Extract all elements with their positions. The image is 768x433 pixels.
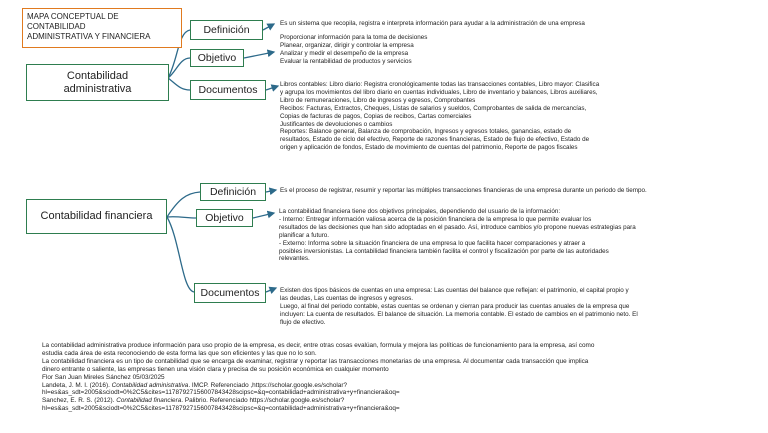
admin-definicion-label: Definición (203, 24, 250, 36)
connector-fin-obj-text (253, 213, 274, 218)
admin-objetivo-item: Analizar y medir el desempeño de la empresa (280, 49, 409, 57)
fin-definicion-label: Definición (209, 186, 257, 198)
admin-documentos-label: Documentos (198, 84, 258, 96)
footer-notes (42, 342, 757, 413)
footer-author: Flor San Juan Mireles Sánchez 05/03/2025 (42, 373, 165, 381)
reference-1-author: Landeta, J. M. I. (2016). (42, 381, 112, 389)
connector-admin-obj-text (244, 52, 274, 58)
connector-fin-objetivo (167, 217, 196, 218)
connector-admin-documentos (168, 78, 190, 90)
map-title (22, 8, 182, 48)
fin-documentos-text: Existen dos tipos básicos de cuentas en una empresa: Las cuentas del balance que reflejan: el patrimonio, el capital propio y las deudas, Las cuentas de ingresos y egresos. Luego, al final del periodo contable, estas cuentas se ordenan y cierran para producir las cuentas anuales de la empresa que incluyen: La cuenta de resultados. El balance de situación. La memoria contable. El estado de cambios en el patrimonio neto. El flujo de efectivo. (280, 287, 638, 326)
admin-objetivo-label: Objetivo (197, 52, 237, 64)
connector-admin-def-text (263, 24, 274, 30)
fin-objetivo-node (196, 209, 253, 227)
admin-objetivo-list (280, 34, 427, 66)
admin-objetivo-item: Evaluar la rentabilidad de productos y servicios (280, 57, 412, 65)
fin-main-label: Contabilidad financiera (40, 210, 153, 222)
connector-fin-def-text (266, 190, 276, 192)
connector-fin-documentos (167, 217, 194, 292)
reference-2-title: Contabilidad financiera (116, 397, 182, 405)
footer-paragraph-admin: La contabilidad administrativa produce información para uso propio de la empresa, es decir, entre otras cosas evalúan, formula y mejora las políticas de funcionamiento para la empresa, así como estudia cada área de esta reconociendo de esta forma las que son eficientes y las que no lo son. (42, 342, 595, 357)
footer-paragraph-fin: La contabilidad financiera es un tipo de contabilidad que se encarga de examinar, registrar y reportar las transacciones monetarias de una empresa. Al documentar cada transacción que implica dinero entrante o saliente, las empresas tienen una visión clara y precisa de su posición económica en cualquier momento (42, 357, 589, 373)
reference-2-source: . Palibrio. Referenciado https://scholar.google.es/scholar? hl=es&as_sdt=2005&sciodt=0%2C5&cites=11787927156007843428scipsc=&q=contabilidad+administrativa+y+financiera&oq= (42, 397, 400, 413)
reference-1-source: . IMCP. Referenciado ,https://scholar.google.es/scholar? hl=es&as_sdt=2005&sciodt=0%2C5&cites=11787927156007843428scipsc=&q=contabilidad+administrativa+y+financiera&oq= (42, 381, 400, 397)
admin-documentos-text: Libros contables: Libro diario: Registra cronológicamente todas las transacciones contables, Libro mayor: Clasifica y agrupa los movimientos del libro diario en cuentas individuales, Libro de inventario y balances, Libros auxiliares, Libro de remuneraciones, Libro de ingresos y egresos, Comprobantes Recibos: Facturas, Extractos, Cheques, Listas de salarios y sueldos, Comprobantes de salida de mercancías, Copias de facturas de pagos, Copias de recibos, Cartas comerciales Justificantes de devoluciones o cambios Reportes: Balance general, Balanza de comprobación, Ingresos y egresos totales, ganancias, estado de resultados, Estado de ciclo del efectivo, Reporte de razones financieras, Estado de flujo de efectivo, Estado de origen y aplicación de fondos, Estado de movimiento de cuentas del patrimonio, Reporte de pagos fiscales (280, 81, 600, 152)
fin-objetivo-label: Objetivo (205, 212, 244, 224)
fin-main-node (26, 199, 167, 234)
fin-documentos-node (194, 283, 266, 303)
connector-fin-doc-text (266, 288, 276, 292)
fin-objetivo-text: La contabilidad financiera tiene dos objetivos principales, dependiendo del usuario de la información: - Interno: Entregar información valiosa acerca de la posición financiera de la empresa lo que permite evaluar los resultados de las decisiones que han sido adoptadas en el pasado. Así, introduce cambios y/o propone nuevas estrategias para planificar a futuro. - Externo: Informa sobre la situación financiera de una empresa lo que facilita hacer comparaciones y atraer a posibles inversionistas. La contabilidad financiera también facilita el control y fiscalización por parte de las autoridades relevantes. (279, 208, 636, 263)
map-title-text: MAPA CONCEPTUAL DE CONTABILIDAD ADMINISTRATIVA Y FINANCIERA (27, 12, 151, 41)
fin-documentos-label: Documentos (200, 287, 260, 299)
reference-1 (42, 382, 757, 398)
admin-documentos-node (190, 80, 266, 100)
reference-2 (42, 397, 757, 413)
connector-admin-doc-text (266, 86, 278, 90)
admin-definicion-node (190, 20, 263, 40)
reference-2-author: Sanchez, E. R. S. (2012). (42, 397, 117, 405)
admin-definicion-text: Es un sistema que recopila, registra e interpreta información para ayudar a la administración de una empresa (280, 20, 585, 27)
admin-objetivo-item: Planear, organizar, dirigir y controlar la empresa (280, 41, 414, 49)
admin-main-label: Contabilidad administrativa (63, 69, 132, 95)
admin-objetivo-item: Proporcionar información para la toma de decisiones (280, 34, 428, 41)
connector-admin-objetivo (168, 58, 190, 78)
admin-main-node (26, 64, 169, 101)
admin-objetivo-node (190, 49, 244, 67)
fin-definicion-node (200, 183, 266, 201)
fin-definicion-text: Es el proceso de registrar, resumir y reportar las múltiples transacciones financieras de una empresa durante un periodo de tiempo. (280, 187, 647, 194)
reference-1-title: Contabilidad administrativa (111, 381, 189, 389)
